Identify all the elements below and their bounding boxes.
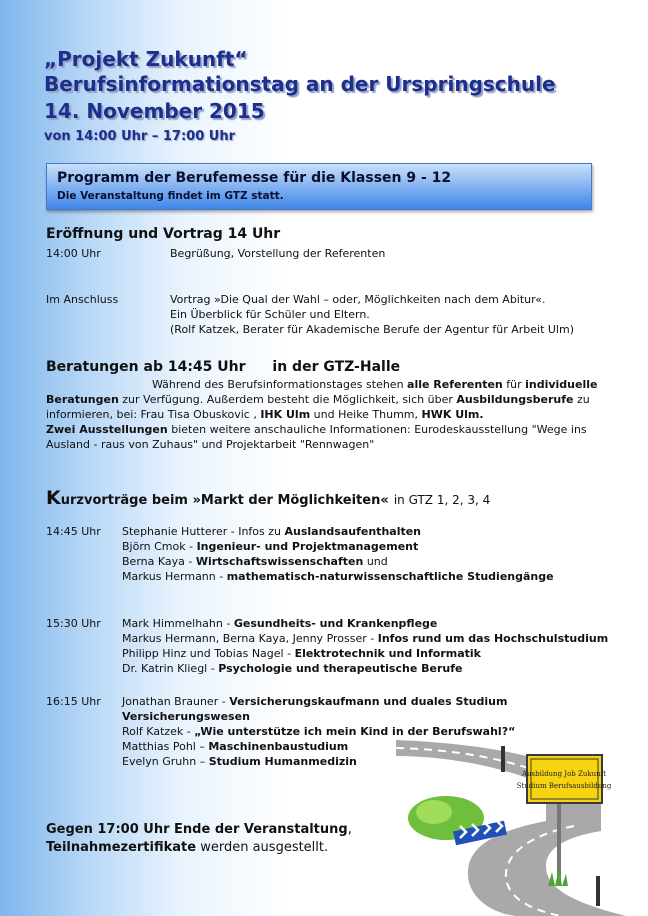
- consult-p4b: bieten weitere anschauliche Informationen: Eurodeskausstellung "Wege ins: [171, 423, 587, 436]
- talk-row: [122, 539, 418, 554]
- town-sign: [527, 755, 602, 803]
- talk-topic: Auslandsaufenthalten: [284, 525, 422, 538]
- talk-speaker: Markus Hermann, Berna Kaya, Jenny Prosser -: [122, 632, 375, 645]
- opening-talk-line3: (Rolf Katzek, Berater für Akademische Berufe der Agentur für Arbeit Ulm): [170, 323, 574, 336]
- consult-p2d: zu: [576, 393, 590, 406]
- consult-p2b: zur Verfügung. Außerdem besteht die Möglichkeit, sich über: [122, 393, 453, 406]
- sign-line-2: Studium Berufsausbildung: [516, 782, 612, 790]
- road-illustration: [396, 726, 648, 916]
- talk-speaker: Mark Himmelhahn -: [122, 617, 231, 630]
- consult-p3c: und Heike Thumm,: [313, 408, 419, 421]
- talk-speaker: Matthias Pohl –: [122, 740, 205, 753]
- title-project: „Projekt Zukunft“: [44, 47, 248, 71]
- opening-time-2: Im Anschluss: [46, 293, 119, 306]
- talk-speaker: Rolf Katzek -: [122, 725, 191, 738]
- opening-time-1: 14:00 Uhr: [46, 247, 101, 260]
- talks-time-2: 15:30 Uhr: [46, 617, 101, 630]
- talk-topic: Wirtschaftswissenschaften: [195, 555, 364, 568]
- talks-time-1: 14:45 Uhr: [46, 525, 101, 538]
- opening-talk-line1: Vortrag »Die Qual der Wahl – oder, Möglichkeiten nach dem Abitur«.: [170, 293, 546, 306]
- talk-topic: mathematisch-naturwissenschaftliche Studiengänge: [226, 570, 554, 583]
- footer-comma: ,: [347, 822, 352, 837]
- opening-text-1: Begrüßung, Vorstellung der Referenten: [170, 247, 386, 260]
- consult-line-5: Ausland - raus von Zuhaus" und Projektarbeit "Rennwagen": [46, 438, 375, 451]
- talks-heading-k: K: [46, 487, 61, 509]
- talks-time-3: 16:15 Uhr: [46, 695, 101, 708]
- consult-heading-in: in der: [272, 359, 319, 375]
- talk-topic: Versicherungskaufmann und duales Studium: [229, 695, 508, 708]
- road-post: [596, 876, 600, 906]
- talk-topic: Ingenieur- und Projektmanagement: [196, 540, 419, 553]
- banner-title: Programm der Berufemesse für die Klassen 9 - 12: [57, 170, 452, 186]
- consult-p1a: Während des Berufsinformationstages stehen: [152, 378, 404, 391]
- talk-row: [122, 554, 388, 569]
- banner-subtitle: Die Veranstaltung findet im GTZ statt.: [57, 190, 284, 202]
- consult-heading-time: Beratungen ab 14:45 Uhr: [46, 359, 246, 375]
- bush-highlight: [416, 800, 452, 824]
- footer-certificates: Teilnahmezertifikate: [46, 840, 197, 855]
- road-post: [501, 746, 505, 772]
- talk-speaker: Björn Cmok -: [122, 540, 194, 553]
- talk-row: [122, 739, 348, 754]
- talk-topic: Infos rund um das Hochschulstudium: [377, 632, 609, 645]
- talk-row: [122, 646, 481, 661]
- sign-line-1: Ausbildung Job Zukunft: [521, 770, 607, 778]
- talk-topic: Psychologie und therapeutische Berufe: [218, 662, 463, 675]
- talk-speaker: Philipp Hinz und Tobias Nagel -: [122, 647, 292, 660]
- consult-p2a: Beratungen: [46, 393, 119, 406]
- talk-speaker: Berna Kaya -: [122, 555, 193, 568]
- talk-speaker: Markus Hermann -: [122, 570, 224, 583]
- talk-and: und: [366, 555, 388, 568]
- consult-line-1: [152, 377, 597, 392]
- consult-p1d: individuelle: [525, 378, 598, 391]
- talk-topic: Maschinenbaustudium: [208, 740, 349, 753]
- talk-topic: „Wie unterstütze ich mein Kind in der Berufswahl?“: [194, 725, 516, 738]
- talk-speaker: Stephanie Hutterer - Infos zu: [122, 525, 282, 538]
- talk-speaker: Jonathan Brauner -: [122, 695, 226, 708]
- talk-row: [122, 754, 357, 769]
- consult-line-4: [46, 422, 587, 437]
- talk-row: [122, 569, 554, 584]
- consult-p1c: für: [506, 378, 522, 391]
- talk-row: [122, 694, 507, 709]
- footer-line-1: [46, 822, 352, 837]
- talk-row: [122, 631, 608, 646]
- footer-end: Gegen 17:00 Uhr Ende der Veranstaltung: [46, 822, 348, 837]
- program-banner: [46, 163, 592, 210]
- consult-line-2: [46, 392, 590, 407]
- consult-p3d: HWK Ulm.: [421, 408, 484, 421]
- footer-line-2: [46, 840, 328, 855]
- consult-p2c: Ausbildungsberufe: [456, 393, 574, 406]
- consult-p1b: alle Referenten: [407, 378, 503, 391]
- talk-row: [122, 616, 437, 631]
- title-date: 14. November 2015: [44, 99, 265, 123]
- talk-speaker: Evelyn Gruhn –: [122, 755, 206, 768]
- consult-heading: [46, 359, 400, 375]
- talks-heading: [46, 487, 490, 509]
- opening-talk-line2: Ein Überblick für Schüler und Eltern.: [170, 308, 370, 321]
- talk-row: [122, 524, 421, 539]
- talks-heading-rooms: in GTZ 1, 2, 3, 4: [393, 493, 491, 507]
- talk-speaker: Dr. Katrin Kliegl -: [122, 662, 215, 675]
- consult-p4a: Zwei Ausstellungen: [46, 423, 168, 436]
- talk-row-continuation: Versicherungswesen: [122, 710, 250, 723]
- consult-line-3: [46, 407, 484, 422]
- talk-topic: Elektrotechnik und Informatik: [294, 647, 481, 660]
- talks-heading-main: urzvorträge beim »Markt der Möglichkeiten«: [60, 493, 389, 508]
- consult-p3b: IHK Ulm: [260, 408, 311, 421]
- talk-topic: Studium Humanmedizin: [208, 755, 357, 768]
- title-time: von 14:00 Uhr – 17:00 Uhr: [44, 129, 235, 144]
- talk-topic: Gesundheits- und Krankenpflege: [233, 617, 438, 630]
- footer-issued: werden ausgestellt.: [200, 840, 329, 855]
- opening-heading: Eröffnung und Vortrag 14 Uhr: [46, 226, 281, 242]
- talk-row: [122, 661, 462, 676]
- consult-p3a: informieren, bei: Frau Tisa Obuskovic ,: [46, 408, 257, 421]
- title-event: Berufsinformationstag an der Urspringschule: [44, 72, 556, 96]
- consult-heading-hall: GTZ-Halle: [323, 359, 401, 375]
